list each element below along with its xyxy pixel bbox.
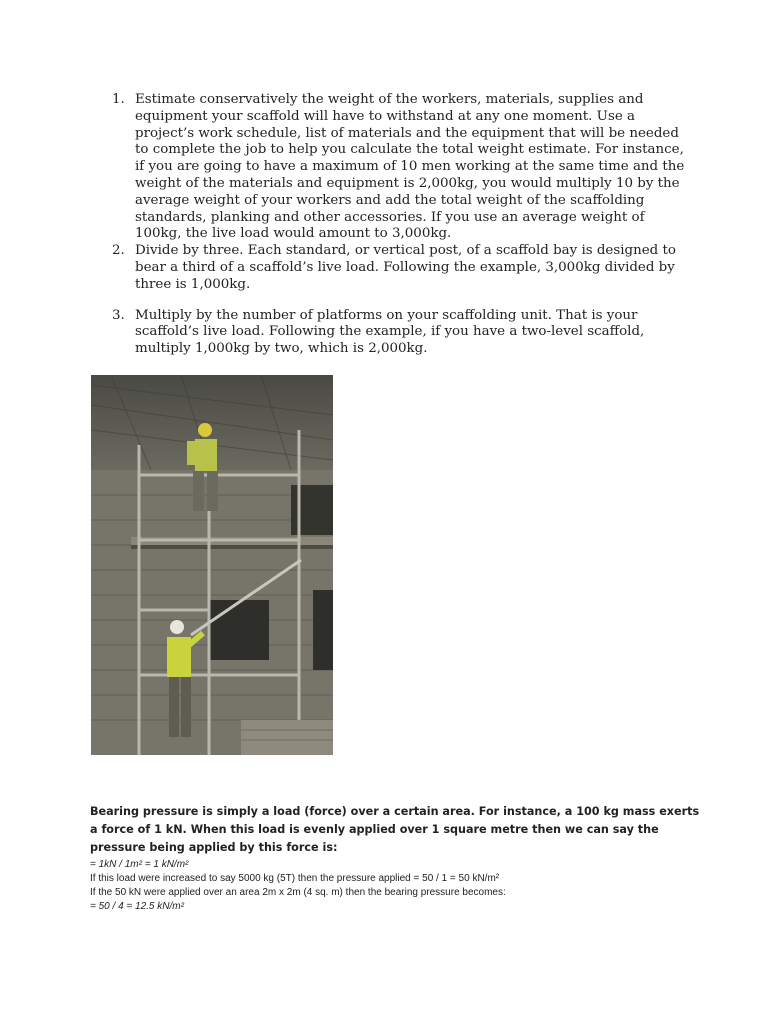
formula-1: = 1kN / 1m² = 1 kN/m² — [90, 858, 189, 870]
list-item — [100, 243, 690, 293]
step-number: 1. — [112, 92, 125, 107]
bearing-line-2: If this load were increased to say 5000 kg (5T) then the pressure applied = 50 / 1 = 50 kN/m² — [90, 872, 500, 884]
step-number: 2. — [112, 243, 125, 259]
step-text: Divide by three. Each standard, or vertical post, of a scaffold bay is designed to bear a third of a scaffold’s live load. Following the example, 3,000kg divided by three is 1,000kg. — [135, 243, 676, 292]
bearing-line-3: If the 50 kN were applied over an area 2m x 2m (4 sq. m) then the bearing pressure becomes: — [90, 886, 506, 898]
step-text: Estimate conservatively the weight of the workers, materials, supplies and equipment your scaffold will have to withstand at any one moment. Use a project’s work schedule, list of materials and the equipment that will be needed to complete the job to help you calculate the total weight estimate. For instance, if you are going to have a maximum of 10 men working at the same time and the weight of the materials and equipment is 2,000kg, you would multiply 10 by the average weight of your workers and add the total weight of the scaffolding standards, planking and other accessories. If you use an average weight of 100kg, the live load would amount to 3,000kg. — [135, 92, 685, 242]
bearing-pressure-section — [90, 803, 700, 914]
bearing-intro: Bearing pressure is simply a load (force) over a certain area. For instance, a 100 kg mass exerts a force of 1 kN. When this load is evenly applied over 1 square metre then we can say the pressure being applied by this force is: — [90, 805, 700, 855]
step-number: 3. — [112, 307, 125, 323]
formula-2: = 50 / 4 = 12.5 kN/m² — [90, 900, 184, 912]
scaffold-photo — [91, 375, 333, 755]
instruction-list — [100, 92, 690, 358]
list-item — [100, 308, 690, 358]
step-text: Multiply by the number of platforms on your scaffolding unit. That is your scaffold’s live load. Following the example, if you have a two-level scaffold, multiply 1,000kg by two, which is 2,000kg. — [135, 307, 645, 357]
list-item — [100, 92, 690, 243]
